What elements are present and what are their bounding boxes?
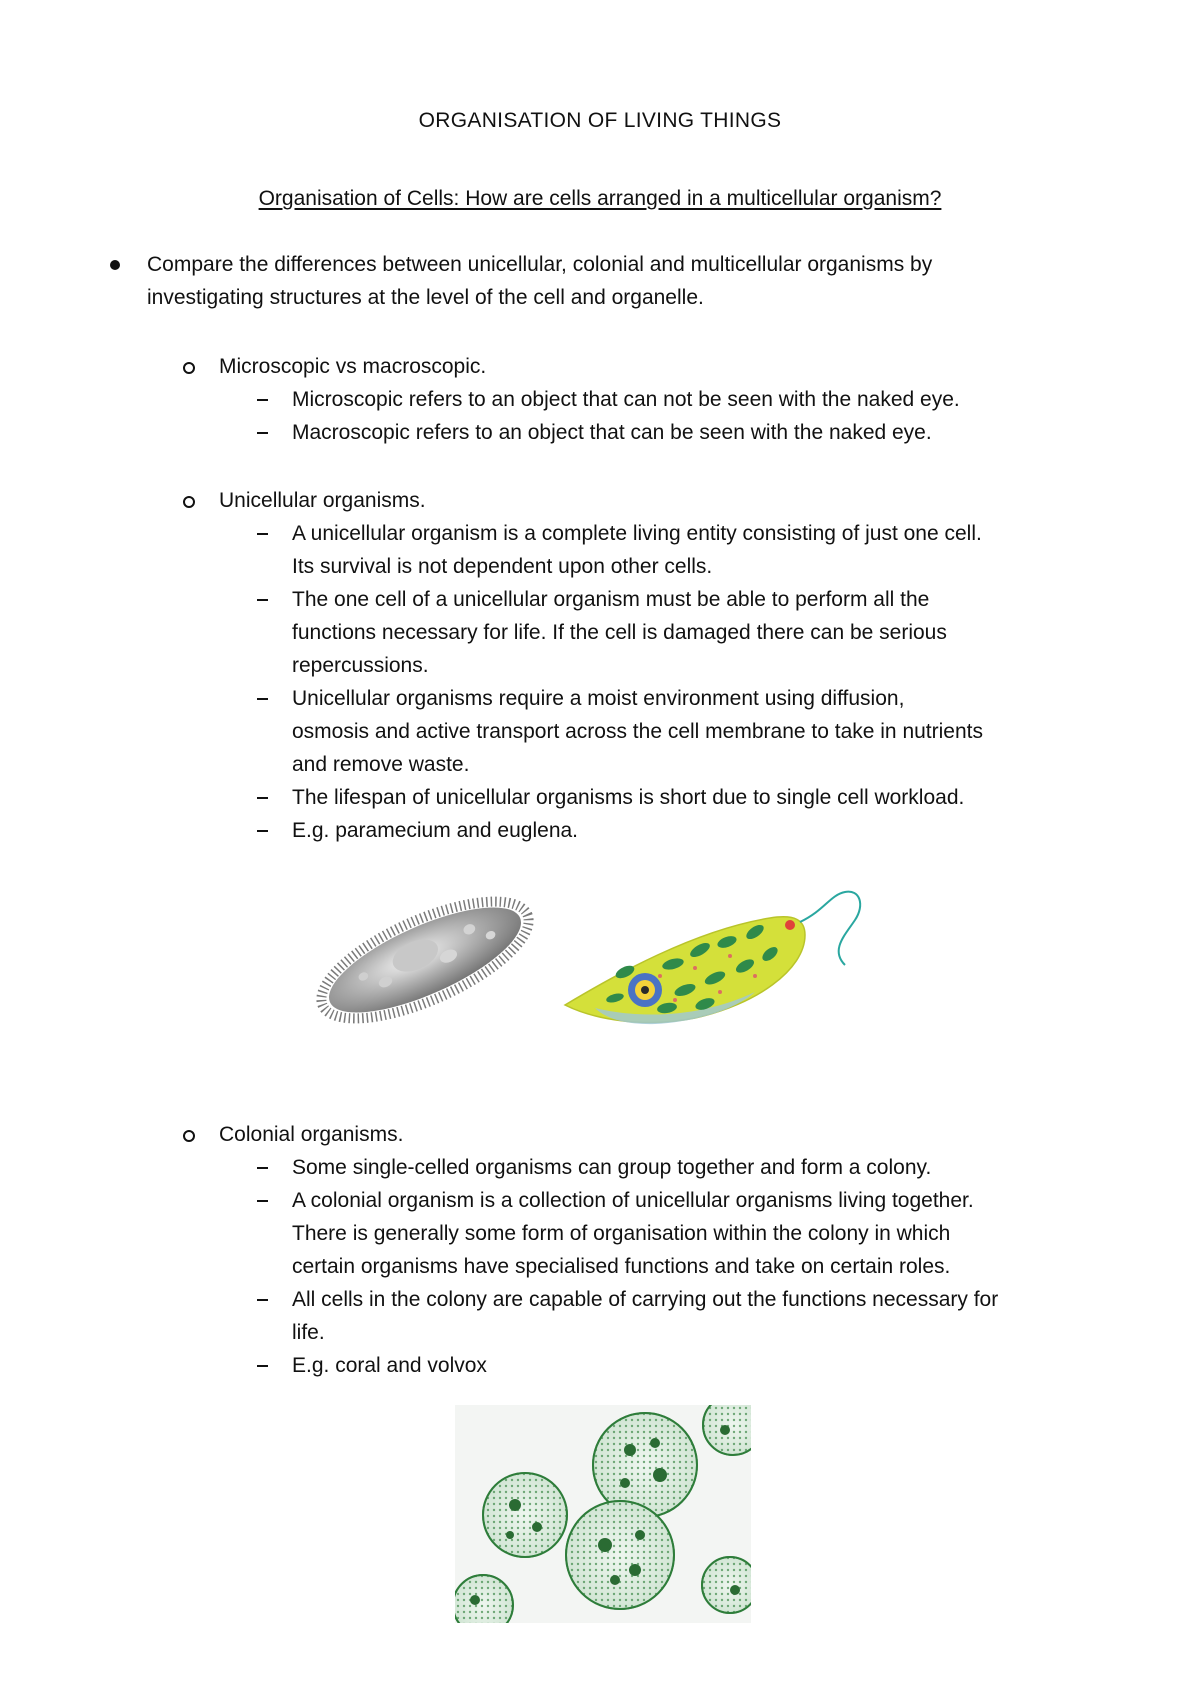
- paramecium-image: [300, 880, 550, 1040]
- page-title: ORGANISATION OF LIVING THINGS: [418, 109, 782, 132]
- dash-icon: [257, 1299, 268, 1301]
- dash-icon: [257, 698, 268, 700]
- dash-icon: [257, 432, 268, 434]
- section-heading: Unicellular organisms.: [219, 489, 426, 512]
- dash-icon: [257, 830, 268, 832]
- list-item-continued: osmosis and active transport across the cell membrane to take in nutrients: [292, 720, 983, 743]
- list-item-continued: and remove waste.: [292, 753, 470, 776]
- list-item: Some single-celled organisms can group together and form a colony.: [292, 1156, 932, 1179]
- list-item-continued: certain organisms have specialised functions and take on certain roles.: [292, 1255, 951, 1278]
- dash-icon: [257, 1167, 268, 1169]
- dash-icon: [257, 533, 268, 535]
- bullet-dot-icon: [110, 260, 120, 270]
- circle-bullet-icon: [183, 362, 195, 374]
- list-item: Macroscopic refers to an object that can be seen with the naked eye.: [292, 421, 932, 444]
- list-item: E.g. coral and volvox: [292, 1354, 487, 1377]
- main-point-line: Compare the differences between unicellular, colonial and multicellular organisms by: [147, 253, 933, 276]
- list-item-continued: There is generally some form of organisation within the colony in which: [292, 1222, 951, 1245]
- list-item-continued: functions necessary for life. If the cell is damaged there can be serious: [292, 621, 947, 644]
- list-item-continued: life.: [292, 1321, 325, 1344]
- list-item: The one cell of a unicellular organism must be able to perform all the: [292, 588, 930, 611]
- list-item: All cells in the colony are capable of carrying out the functions necessary for: [292, 1288, 999, 1311]
- circle-bullet-icon: [183, 496, 195, 508]
- list-item-continued: Its survival is not dependent upon other cells.: [292, 555, 713, 578]
- list-item: E.g. paramecium and euglena.: [292, 819, 579, 842]
- volvox-image: [455, 1405, 751, 1623]
- dash-icon: [257, 797, 268, 799]
- euglena-image: [555, 880, 915, 1050]
- list-item: A unicellular organism is a complete living entity consisting of just one cell.: [292, 522, 982, 545]
- list-item: Unicellular organisms require a moist environment using diffusion,: [292, 687, 905, 710]
- dash-icon: [257, 399, 268, 401]
- list-item: The lifespan of unicellular organisms is short due to single cell workload.: [292, 786, 965, 809]
- dash-icon: [257, 1200, 268, 1202]
- list-item: Microscopic refers to an object that can not be seen with the naked eye.: [292, 388, 960, 411]
- section-heading: Microscopic vs macroscopic.: [219, 355, 487, 378]
- dash-icon: [257, 599, 268, 601]
- circle-bullet-icon: [183, 1130, 195, 1142]
- main-point-line: investigating structures at the level of the cell and organelle.: [147, 286, 704, 309]
- list-item: A colonial organism is a collection of unicellular organisms living together.: [292, 1189, 974, 1212]
- section-subtitle: Organisation of Cells: How are cells arranged in a multicellular organism?: [258, 187, 942, 210]
- dash-icon: [257, 1365, 268, 1367]
- list-item-continued: repercussions.: [292, 654, 429, 677]
- section-heading: Colonial organisms.: [219, 1123, 404, 1146]
